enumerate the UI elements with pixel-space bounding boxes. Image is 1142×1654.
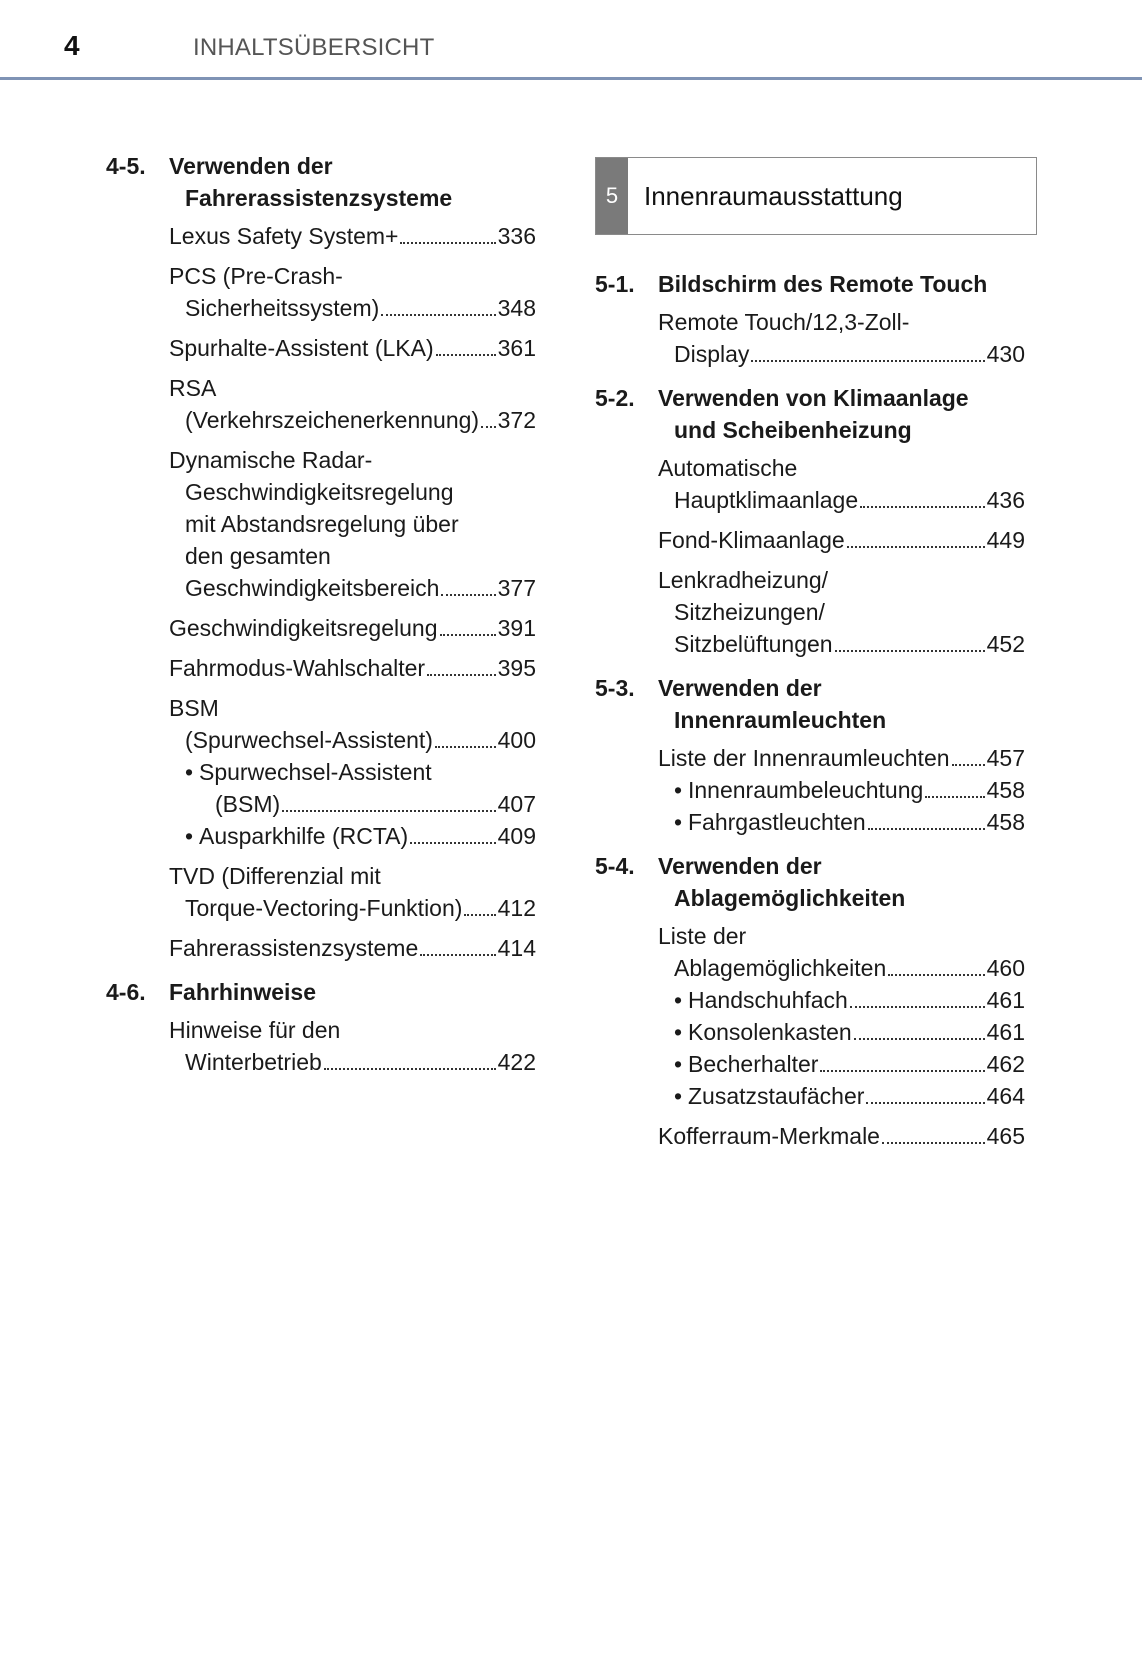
toc-subentry[interactable]: • Spurwechsel-Assistent (BSM) 407 (169, 756, 536, 820)
section-title: Fahrhinweise (169, 979, 316, 1005)
page-ref: 407 (497, 791, 536, 817)
page-ref: 458 (986, 809, 1025, 835)
toc-entry[interactable]: Dynamische Radar- Geschwindigkeitsregelung mit Abstandsregelung über den gesamten Geschwindigkeitsbereich 377 (169, 444, 536, 604)
page-number: 4 (64, 30, 80, 61)
toc-entry[interactable]: Hinweise für den Winterbetrieb 422 (169, 1014, 536, 1078)
toc-entry[interactable]: TVD (Differenzial mit Torque-Vectoring-Funktion) 412 (169, 860, 536, 924)
section-heading[interactable] (595, 382, 1025, 446)
toc-subentry[interactable]: • Ausparkhilfe (RCTA) 409 (169, 820, 536, 852)
chapter-number: 5 (596, 158, 628, 234)
page-ref: 465 (986, 1123, 1025, 1149)
page-ref: 462 (986, 1051, 1025, 1077)
page-ref: 391 (497, 615, 536, 641)
section-heading[interactable] (595, 268, 1025, 300)
page-ref: 460 (986, 955, 1025, 981)
section-heading[interactable] (106, 976, 536, 1008)
page-ref: 461 (986, 987, 1025, 1013)
toc-entry[interactable]: Fahrerassistenzsysteme 414 (169, 932, 536, 964)
page-ref: 372 (497, 407, 536, 433)
page-ref: 361 (497, 335, 536, 361)
toc-section-5-2 (595, 382, 1025, 660)
chapter-title: Innenraumausstattung (644, 180, 903, 211)
toc-entry[interactable]: PCS (Pre-Crash- Sicherheitssystem) 348 (169, 260, 536, 324)
section-heading[interactable] (595, 850, 1025, 914)
section-title: Bildschirm des Remote Touch (658, 271, 988, 297)
toc-entry[interactable]: Fond-Klimaanlage 449 (658, 524, 1025, 556)
toc-subentry[interactable]: • Fahrgastleuchten 458 (658, 806, 1025, 838)
running-title: INHALTSÜBERSICHT (193, 34, 435, 61)
toc-entry[interactable]: Fahrmodus-Wahlschalter 395 (169, 652, 536, 684)
toc-section-5-1 (595, 268, 1025, 370)
page-ref: 457 (986, 745, 1025, 771)
toc-section-4-5 (106, 150, 536, 964)
section-title: Verwenden der Fahrerassistenzsysteme (169, 153, 453, 211)
section-number: 5-3. (595, 675, 635, 701)
toc-section-5-4 (595, 850, 1025, 1152)
page-ref: 464 (986, 1083, 1025, 1109)
section-title: Verwenden der Ablagemöglichkeiten (658, 853, 906, 911)
page-ref: 336 (497, 223, 536, 249)
toc-section-5-3 (595, 672, 1025, 838)
toc-entry[interactable]: BSM (Spurwechsel-Assistent) 400 • Spurwechsel-Assistent (BSM) 407 • Ausparkhilfe (RCTA) 409 (169, 692, 536, 852)
section-number: 5-4. (595, 853, 635, 879)
chapter-header[interactable] (595, 157, 1037, 235)
toc-entry[interactable]: Automatische Hauptklimaanlage 436 (658, 452, 1025, 516)
section-title: Verwenden von Klimaanlage und Scheibenheizung (658, 385, 969, 443)
section-number: 4-6. (106, 979, 146, 1005)
toc-left-column (106, 150, 536, 1090)
section-heading[interactable] (595, 672, 1025, 736)
header-rule (0, 77, 1142, 80)
page-ref: 412 (497, 895, 536, 921)
bullet-icon: • (674, 1051, 683, 1077)
toc-entry[interactable]: Lenkradheizung/ Sitzheizungen/ Sitzbelüftungen 452 (658, 564, 1025, 660)
page-ref: 461 (986, 1019, 1025, 1045)
page-ref: 395 (497, 655, 536, 681)
page-ref: 458 (986, 777, 1025, 803)
page-ref: 449 (986, 527, 1025, 553)
toc-section-4-6 (106, 976, 536, 1078)
page-ref: 409 (497, 823, 536, 849)
section-number: 5-2. (595, 385, 635, 411)
toc-subentry[interactable]: • Zusatzstaufächer 464 (658, 1080, 1025, 1112)
bullet-icon: • (674, 809, 683, 835)
page-ref: 348 (497, 295, 536, 321)
toc-entry[interactable]: Lexus Safety System+ 336 (169, 220, 536, 252)
bullet-icon: • (185, 823, 194, 849)
section-number: 5-1. (595, 271, 635, 297)
toc-entry[interactable]: RSA (Verkehrszeichenerkennung) 372 (169, 372, 536, 436)
page-ref: 422 (497, 1049, 536, 1075)
page-ref: 436 (986, 487, 1025, 513)
section-number: 4-5. (106, 153, 146, 179)
bullet-icon: • (674, 1019, 683, 1045)
toc-subentry[interactable]: • Konsolenkasten 461 (658, 1016, 1025, 1048)
bullet-icon: • (674, 1083, 683, 1109)
toc-subentry[interactable]: • Becherhalter 462 (658, 1048, 1025, 1080)
bullet-icon: • (674, 987, 683, 1013)
page-ref: 414 (497, 935, 536, 961)
toc-entry[interactable]: Kofferraum-Merkmale 465 (658, 1120, 1025, 1152)
bullet-icon: • (674, 777, 683, 803)
toc-entry[interactable]: Geschwindigkeitsregelung 391 (169, 612, 536, 644)
section-title: Verwenden der Innenraumleuchten (658, 675, 887, 733)
toc-entry[interactable]: Remote Touch/12,3-Zoll- Display 430 (658, 306, 1025, 370)
toc-subentry[interactable]: • Handschuhfach 461 (658, 984, 1025, 1016)
page-ref: 400 (497, 727, 536, 753)
page-ref: 377 (497, 575, 536, 601)
page-ref: 452 (986, 631, 1025, 657)
bullet-icon: • (185, 759, 194, 785)
toc-entry[interactable]: Spurhalte-Assistent (LKA) 361 (169, 332, 536, 364)
toc-right-column (595, 268, 1025, 1164)
toc-entry[interactable]: Liste der Ablagemöglichkeiten 460 • Handschuhfach 461 • Konsolenkasten 461 • Becherhalter 462 • Zusatzstaufächer 464 (658, 920, 1025, 1112)
section-heading[interactable] (106, 150, 536, 214)
page-ref: 430 (986, 341, 1025, 367)
toc-subentry[interactable]: • Innenraumbeleuchtung 458 (658, 774, 1025, 806)
toc-entry[interactable]: Liste der Innenraumleuchten 457 • Innenraumbeleuchtung 458 • Fahrgastleuchten 458 (658, 742, 1025, 838)
